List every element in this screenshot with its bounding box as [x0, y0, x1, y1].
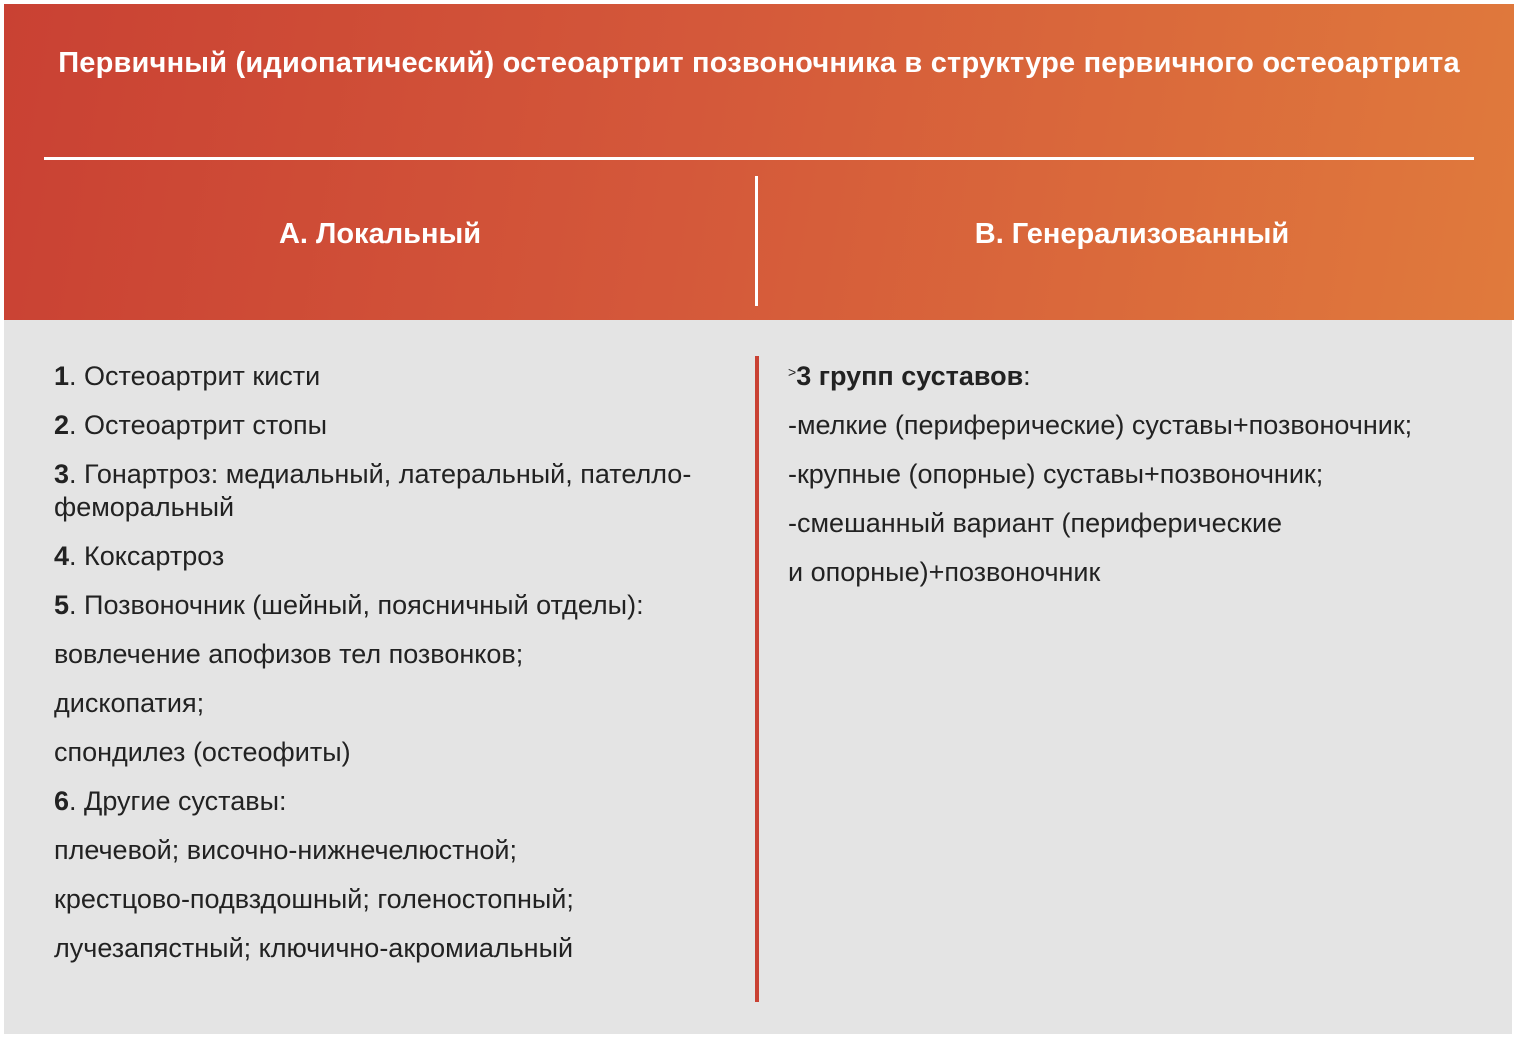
list-intro	[788, 360, 1488, 393]
item-number: 6	[54, 786, 70, 816]
item-text: . Позвоночник (шейный, поясничный отделы):	[69, 590, 644, 620]
item-text: . Гонартроз: медиальный, латеральный, пателло-феморальный	[54, 459, 692, 522]
item-text: дископатия;	[54, 688, 205, 718]
list-item	[54, 785, 734, 818]
item-text: спондилез (остеофиты)	[54, 737, 351, 767]
item-text: . Другие суставы:	[69, 786, 287, 816]
list-item	[54, 540, 734, 573]
intro-bold-text: 3 групп суставов	[796, 361, 1024, 391]
column-header-generalized: В. Генерализованный	[974, 218, 1290, 250]
list-item: -смешанный вариант (периферические	[788, 508, 1283, 538]
table-header	[4, 4, 1514, 320]
list-item: и опорные)+позвоночник	[788, 557, 1101, 587]
item-text: лучезапястный; ключично-акромиальный	[54, 933, 574, 963]
item-text: вовлечение апофизов тел позвонков;	[54, 639, 524, 669]
list-item	[54, 883, 734, 916]
body-column-divider	[755, 356, 759, 1002]
list-item	[54, 932, 734, 965]
list-item	[54, 687, 734, 720]
list-item: -мелкие (периферические) суставы+позвоночник;	[788, 410, 1413, 440]
column-header-local: А. Локальный	[278, 218, 482, 250]
item-text: . Остеоартрит кисти	[69, 361, 321, 391]
item-number: 3	[54, 459, 70, 489]
classification-table	[4, 4, 1512, 1034]
intro-tail: :	[1023, 361, 1031, 391]
item-text: . Коксартроз	[69, 541, 225, 571]
list-item	[54, 638, 734, 671]
list-item	[54, 834, 734, 867]
item-text: крестцово-подвздошный; голеностопный;	[54, 884, 574, 914]
item-number: 2	[54, 410, 70, 440]
greater-than-mark: ˃	[788, 364, 797, 380]
item-text: плечевой; височно-нижнечелюстной;	[54, 835, 518, 865]
item-number: 4	[54, 541, 70, 571]
item-text: . Остеоартрит стопы	[69, 410, 328, 440]
title-divider	[44, 157, 1474, 160]
list-item	[54, 589, 734, 622]
list-item	[54, 409, 734, 442]
item-number: 1	[54, 361, 70, 391]
table-body	[4, 320, 1512, 1034]
table-title: Первичный (идиопатический) остеоартрит позвоночника в структуре первичного остеоартрита	[58, 47, 1460, 79]
column-generalized-content	[788, 360, 1488, 605]
column-local-content	[54, 360, 734, 981]
list-item	[54, 360, 734, 393]
list-item: -крупные (опорные) суставы+позвоночник;	[788, 459, 1324, 489]
list-item	[54, 736, 734, 769]
item-number: 5	[54, 590, 70, 620]
list-item	[54, 458, 734, 524]
